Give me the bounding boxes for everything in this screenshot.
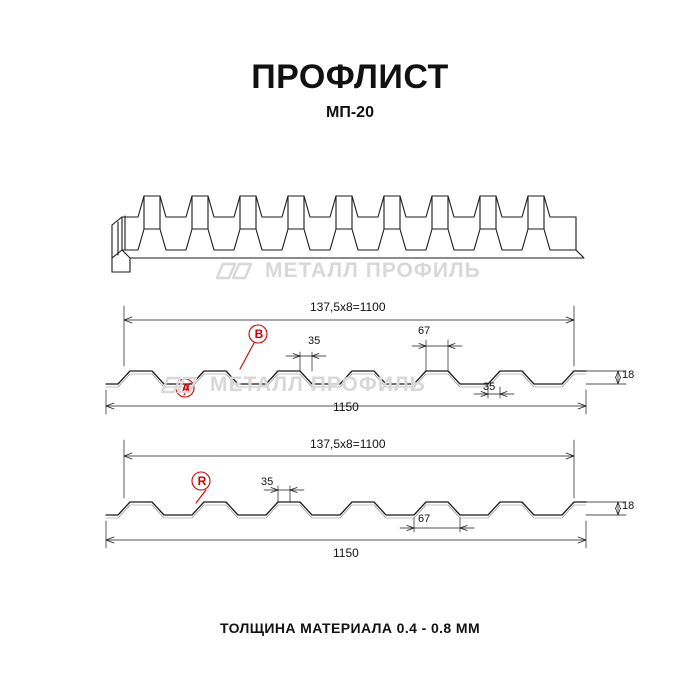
dimensions-top [106,306,626,414]
dim-top-overall-width: 137,5х8=1100 [310,300,386,314]
marker-r-label: R [197,474,207,488]
dim-bottom-rib-pitch: 35 [261,476,274,488]
dim-top-total-width: 1150 [333,400,359,414]
material-thickness-note: ТОЛЩИНА МАТЕРИАЛА 0.4 - 0.8 ММ [219,620,481,636]
profile-section-bottom [106,502,586,518]
marker-circles [176,325,267,490]
watermark-text: МЕТАЛЛ ПРОФИЛЬ [210,373,426,396]
dim-bottom-overall-width: 137,5х8=1100 [310,437,386,451]
page-title: ПРОФЛИСТ [251,58,449,96]
dim-bottom-total-width: 1150 [333,546,359,560]
isometric-sheet-illustration [112,196,584,272]
marker-b-label: B [254,327,264,341]
dim-bottom-height: 18 [622,500,635,512]
page-subtitle: МП-20 [326,104,374,121]
dim-top-rib-bottom: 35 [483,381,496,393]
watermark-text: МЕТАЛЛ ПРОФИЛЬ [265,259,481,282]
dim-bottom-rib-width: 67 [418,513,431,525]
dim-top-height: 18 [622,369,635,381]
profile-section-top [106,371,586,387]
marker-a-label: A [181,381,191,395]
dim-top-rib-top: 67 [418,325,431,337]
dimensions-bottom [106,440,626,548]
dim-top-rib-pitch: 35 [308,335,321,347]
marker-leader-bottom [196,490,206,503]
